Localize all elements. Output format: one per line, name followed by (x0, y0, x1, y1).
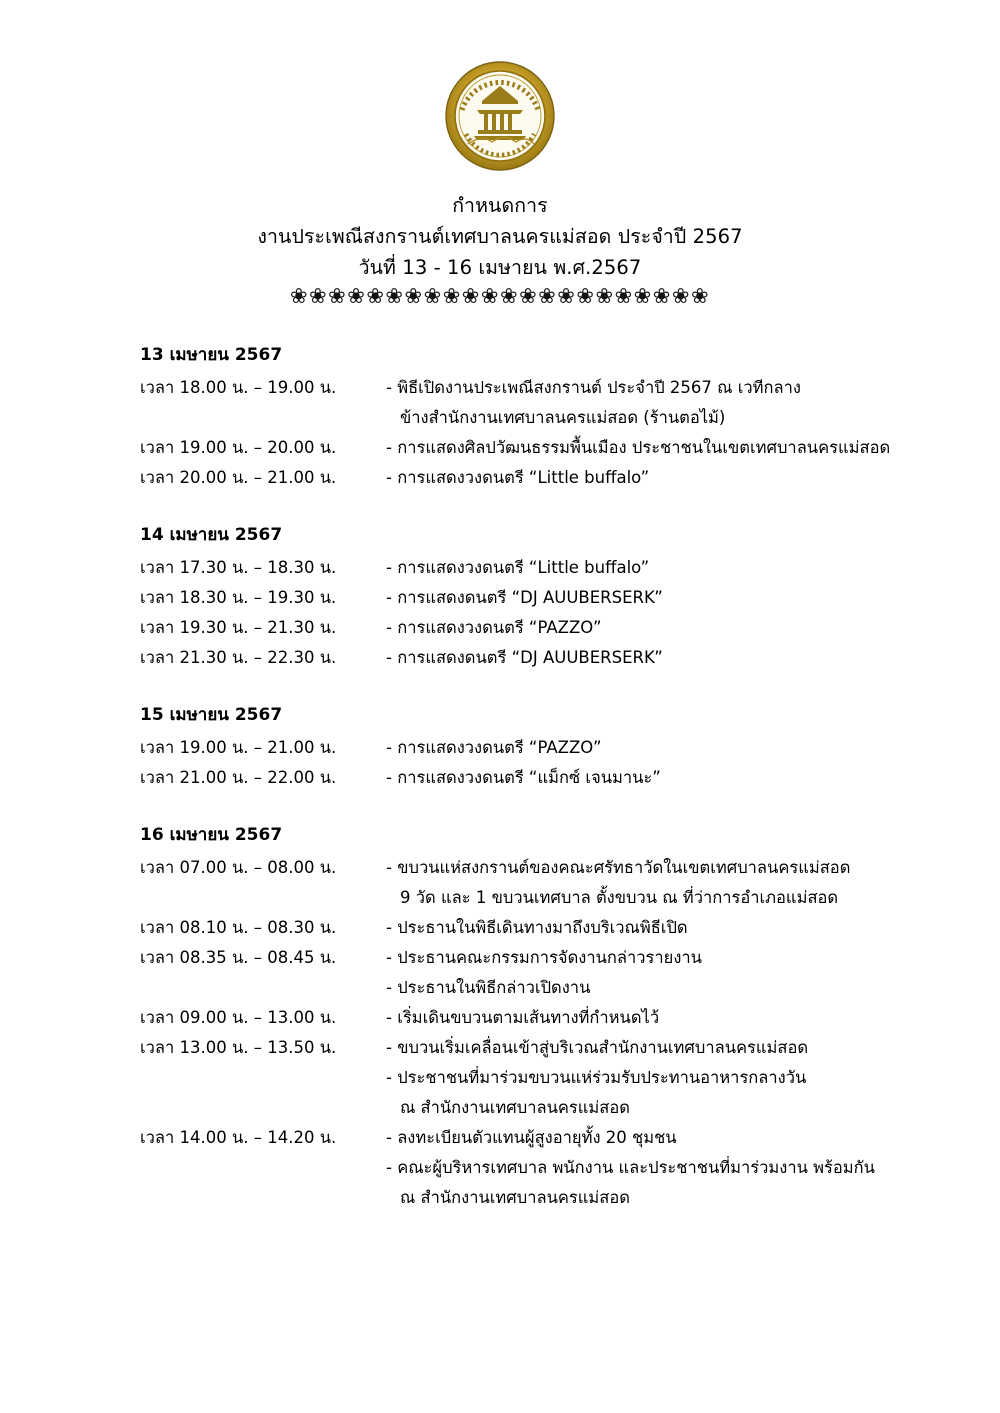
schedule-time: เวลา 19.00 น. – 20.00 น. (140, 438, 337, 457)
schedule-line: - การแสดงวงดนตรี “PAZZO” (386, 738, 602, 757)
schedule-description (386, 583, 895, 613)
schedule-description (386, 763, 895, 793)
schedule-line: - ลงทะเบียนตัวแทนผู้สูงอายุทั้ง 20 ชุมชน (386, 1128, 677, 1147)
day-heading: 13 เมษายน 2567 (140, 345, 283, 365)
schedule-row (140, 733, 895, 763)
emblem-container (0, 0, 1000, 172)
schedule-line: - การแสดงดนตรี “DJ AUUBERSERK” (386, 588, 663, 607)
schedule-line: - การแสดงวงดนตรี “Little buffalo” (386, 558, 650, 577)
schedule-line: - การแสดงศิลปวัฒนธรรมพื้นเมือง ประชาชนในเขตเทศบาลนครแม่สอด (386, 438, 891, 457)
schedule-row (140, 373, 895, 433)
schedule-time: เวลา 07.00 น. – 08.00 น. (140, 858, 337, 877)
schedule-description (386, 1033, 895, 1123)
schedule-time: เวลา 17.30 น. – 18.30 น. (140, 558, 337, 577)
schedule-line: - พิธีเปิดงานประเพณีสงกรานต์ ประจำปี 2567 ณ เวทีกลาง (386, 378, 801, 397)
schedule-description (386, 643, 895, 673)
schedule-description (386, 433, 895, 463)
schedule-line-cont: ณ สำนักงานเทศบาลนครแม่สอด (400, 1188, 630, 1207)
day-heading: 15 เมษายน 2567 (140, 705, 283, 725)
schedule-row (140, 463, 895, 493)
schedule-time: เวลา 09.00 น. – 13.00 น. (140, 1008, 337, 1027)
schedule-description (386, 613, 895, 643)
header-line-3: วันที่ 13 - 16 เมษายน พ.ศ.2567 (358, 256, 642, 279)
schedule-list (0, 342, 1000, 1213)
day-block-4 (140, 822, 895, 1213)
schedule-description (386, 913, 895, 943)
schedule-row (140, 553, 895, 583)
day-block-1 (140, 342, 895, 493)
schedule-time: เวลา 18.00 น. – 19.00 น. (140, 378, 337, 397)
schedule-line: - ประธานคณะกรรมการจัดงานกล่าวรายงาน (386, 948, 702, 967)
schedule-description (386, 553, 895, 583)
schedule-time: เวลา 18.30 น. – 19.30 น. (140, 588, 337, 607)
municipal-seal-icon (444, 60, 556, 172)
schedule-time: เวลา 21.00 น. – 22.00 น. (140, 768, 337, 787)
schedule-line: - การแสดงวงดนตรี “PAZZO” (386, 618, 602, 637)
schedule-row (140, 1003, 895, 1033)
day-block-3 (140, 702, 895, 793)
schedule-line: - ขบวนเริ่มเคลื่อนเข้าสู่บริเวณสำนักงานเทศบาลนครแม่สอด (386, 1038, 809, 1057)
schedule-line: - เริ่มเดินขบวนตามเส้นทางที่กำหนดไว้ (386, 1008, 660, 1027)
schedule-line: - การแสดงดนตรี “DJ AUUBERSERK” (386, 648, 663, 667)
schedule-row (140, 433, 895, 463)
schedule-time: เวลา 08.35 น. – 08.45 น. (140, 948, 337, 967)
schedule-time: เวลา 14.00 น. – 14.20 น. (140, 1128, 337, 1147)
schedule-row (140, 763, 895, 793)
section-gap (140, 673, 895, 702)
day-heading: 16 เมษายน 2567 (140, 825, 283, 845)
schedule-row (140, 613, 895, 643)
schedule-line: - ประชาชนที่มาร่วมขบวนแห่ร่วมรับประทานอาหารกลางวัน (386, 1068, 807, 1087)
schedule-description (386, 1123, 895, 1213)
schedule-row (140, 853, 895, 913)
schedule-line-cont: ณ สำนักงานเทศบาลนครแม่สอด (400, 1098, 630, 1117)
schedule-line-cont: ข้างสำนักงานเทศบาลนครแม่สอด (ร้านตอไม้) (400, 408, 726, 427)
schedule-line: - ประธานในพิธีเดินทางมาถึงบริเวณพิธีเปิด (386, 918, 688, 937)
header-line-2: งานประเพณีสงกรานต์เทศบาลนครแม่สอด ประจำปี 2567 (257, 225, 743, 248)
schedule-time: เวลา 21.30 น. – 22.30 น. (140, 648, 337, 667)
schedule-time: เวลา 20.00 น. – 21.00 น. (140, 468, 337, 487)
schedule-line: - ประธานในพิธีกล่าวเปิดงาน (386, 978, 591, 997)
schedule-row (140, 1033, 895, 1123)
schedule-description (386, 943, 895, 1003)
schedule-row (140, 913, 895, 943)
day-heading: 14 เมษายน 2567 (140, 525, 283, 545)
flower-ornament-row: ❀❀❀❀❀❀❀❀❀❀❀❀❀❀❀❀❀❀❀❀❀❀ (289, 284, 711, 308)
header-line-1: กำหนดการ (452, 194, 548, 217)
schedule-row (140, 583, 895, 613)
schedule-time: เวลา 19.00 น. – 21.00 น. (140, 738, 337, 757)
day-block-2 (140, 522, 895, 673)
schedule-time: เวลา 08.10 น. – 08.30 น. (140, 918, 337, 937)
section-gap (140, 493, 895, 522)
schedule-row (140, 1123, 895, 1213)
schedule-description (386, 1003, 895, 1033)
schedule-description (386, 463, 895, 493)
schedule-description (386, 373, 895, 433)
schedule-description (386, 733, 895, 763)
schedule-line: - การแสดงวงดนตรี “แม็กซ์ เจนมานะ” (386, 768, 661, 787)
schedule-row (140, 643, 895, 673)
schedule-row (140, 943, 895, 1003)
schedule-line: - การแสดงวงดนตรี “Little buffalo” (386, 468, 650, 487)
section-gap (140, 793, 895, 822)
schedule-time: เวลา 13.00 น. – 13.50 น. (140, 1038, 337, 1057)
document-header (0, 190, 1000, 308)
schedule-line-cont: 9 วัด และ 1 ขบวนเทศบาล ตั้งขบวน ณ ที่ว่าการอำเภอแม่สอด (400, 888, 839, 907)
schedule-description (386, 853, 895, 913)
schedule-time: เวลา 19.30 น. – 21.30 น. (140, 618, 337, 637)
schedule-line: - ขบวนแห่สงกรานต์ของคณะศรัทธาวัดในเขตเทศบาลนครแม่สอด (386, 858, 851, 877)
schedule-line: - คณะผู้บริหารเทศบาล พนักงาน และประชาชนที่มาร่วมงาน พร้อมกัน (386, 1158, 875, 1177)
